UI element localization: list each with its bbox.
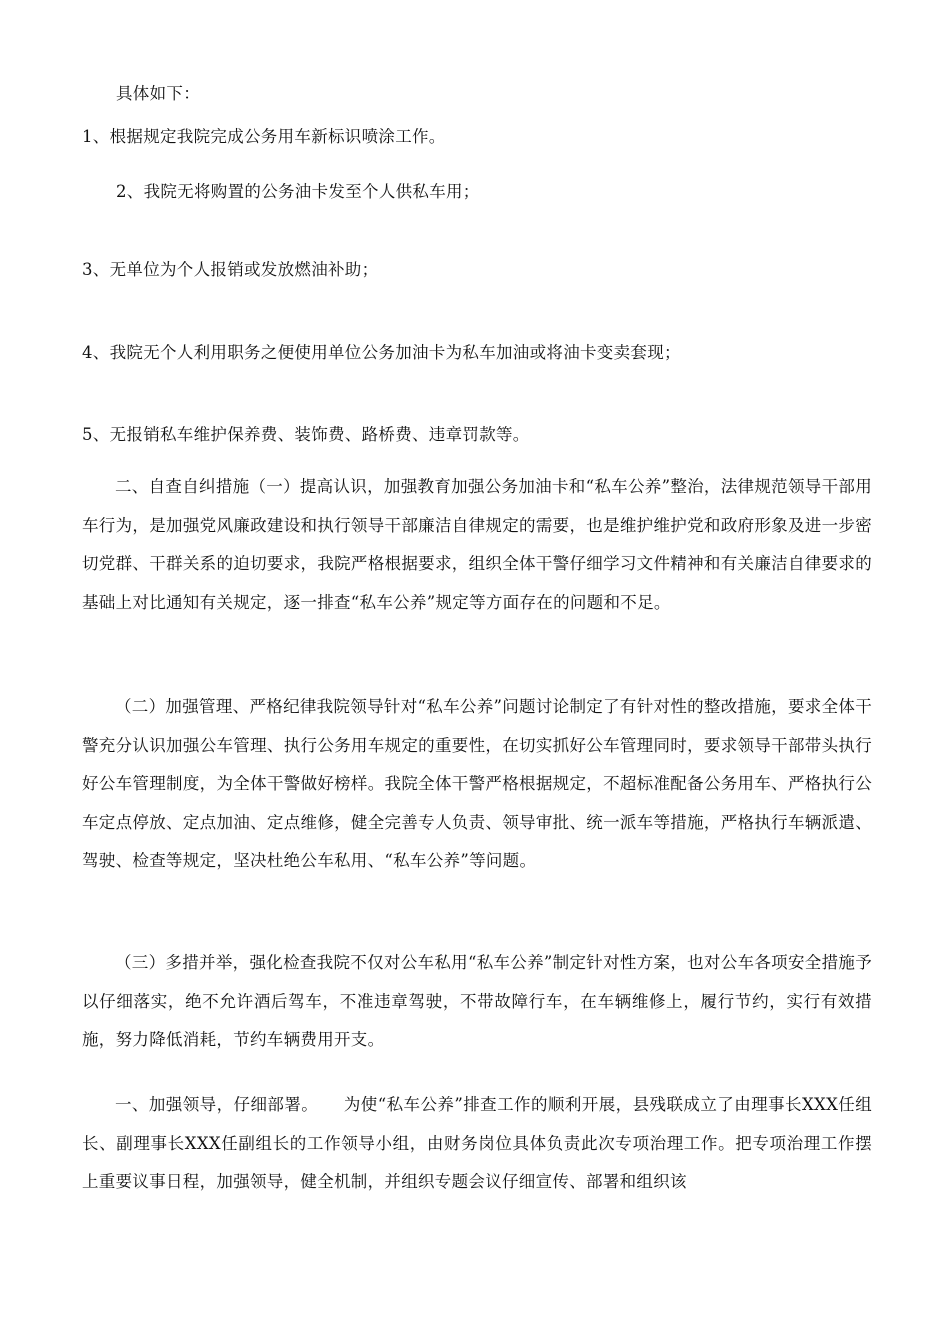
list-item-2: 2、我院无将购置的公务油卡发至个人供私车用； [116, 182, 480, 201]
list-item-4: 4、我院无个人利用职务之便使用单位公务加油卡为私车加油或将油卡变卖套现； [82, 343, 681, 362]
list-item-3: 3、无单位为个人报销或发放燃油补助； [82, 260, 379, 279]
paragraph-self-inspection: 二、自查自纠措施（一）提高认识，加强教育加强公务加油卡和“私车公养”整治，法律规范领导干部用车行为，是加强党风廉政建设和执行领导干部廉洁自律规定的需要，也是维护维护党和政府形象及进一步密切党群、干群关系的迫切要求，我院严格根据要求，组织全体干警仔细学习文件精神和有关廉洁自律要求的基础上对比通知有关规定，逐一排查“私车公养”规定等方面存在的问题和不足。 [82, 477, 872, 612]
paragraph-management: （二）加强管理、严格纪律我院领导针对“私车公养”问题讨论制定了有针对性的整改措施，要求全体干警充分认识加强公车管理、执行公务用车规定的重要性，在切实抓好公车管理同时，要求领导干部带头执行好公车管理制度，为全体干警做好榜样。我院全体干警严格根据规定，不超标准配备公务用车、严格执行公车定点停放、定点加油、定点维修，健全完善专人负责、领导审批、统一派车等措施，严格执行车辆派遣、驾驶、检查等规定，坚决杜绝公车私用、“私车公养”等问题。 [82, 697, 872, 870]
list-item-1: 1、根据规定我院完成公务用车新标识喷涂工作。 [82, 127, 446, 146]
intro-line: 具体如下： [116, 84, 200, 103]
paragraph-leadership: 一、加强领导，仔细部署。 为使“私车公养”排查工作的顺利开展，县残联成立了由理事长XXX任组长、副理事长XXX任副组长的工作领导小组，由财务岗位具体负责此次专项治理工作。把专项治理工作摆上重要议事日程，加强领导，健全机制，并组织专题会议仔细宣传、部署和组织该 [82, 1095, 872, 1191]
list-item-5: 5、无报销私车维护保养费、装饰费、路桥费、违章罚款等。 [82, 425, 530, 444]
paragraph-inspection: （三）多措并举，强化检查我院不仅对公车私用“私车公养”制定针对性方案，也对公车各项安全措施予以仔细落实，绝不允许酒后驾车，不准违章驾驶，不带故障行车，在车辆维修上，履行节约，实行有效措施，努力降低消耗，节约车辆费用开支。 [82, 953, 872, 1049]
